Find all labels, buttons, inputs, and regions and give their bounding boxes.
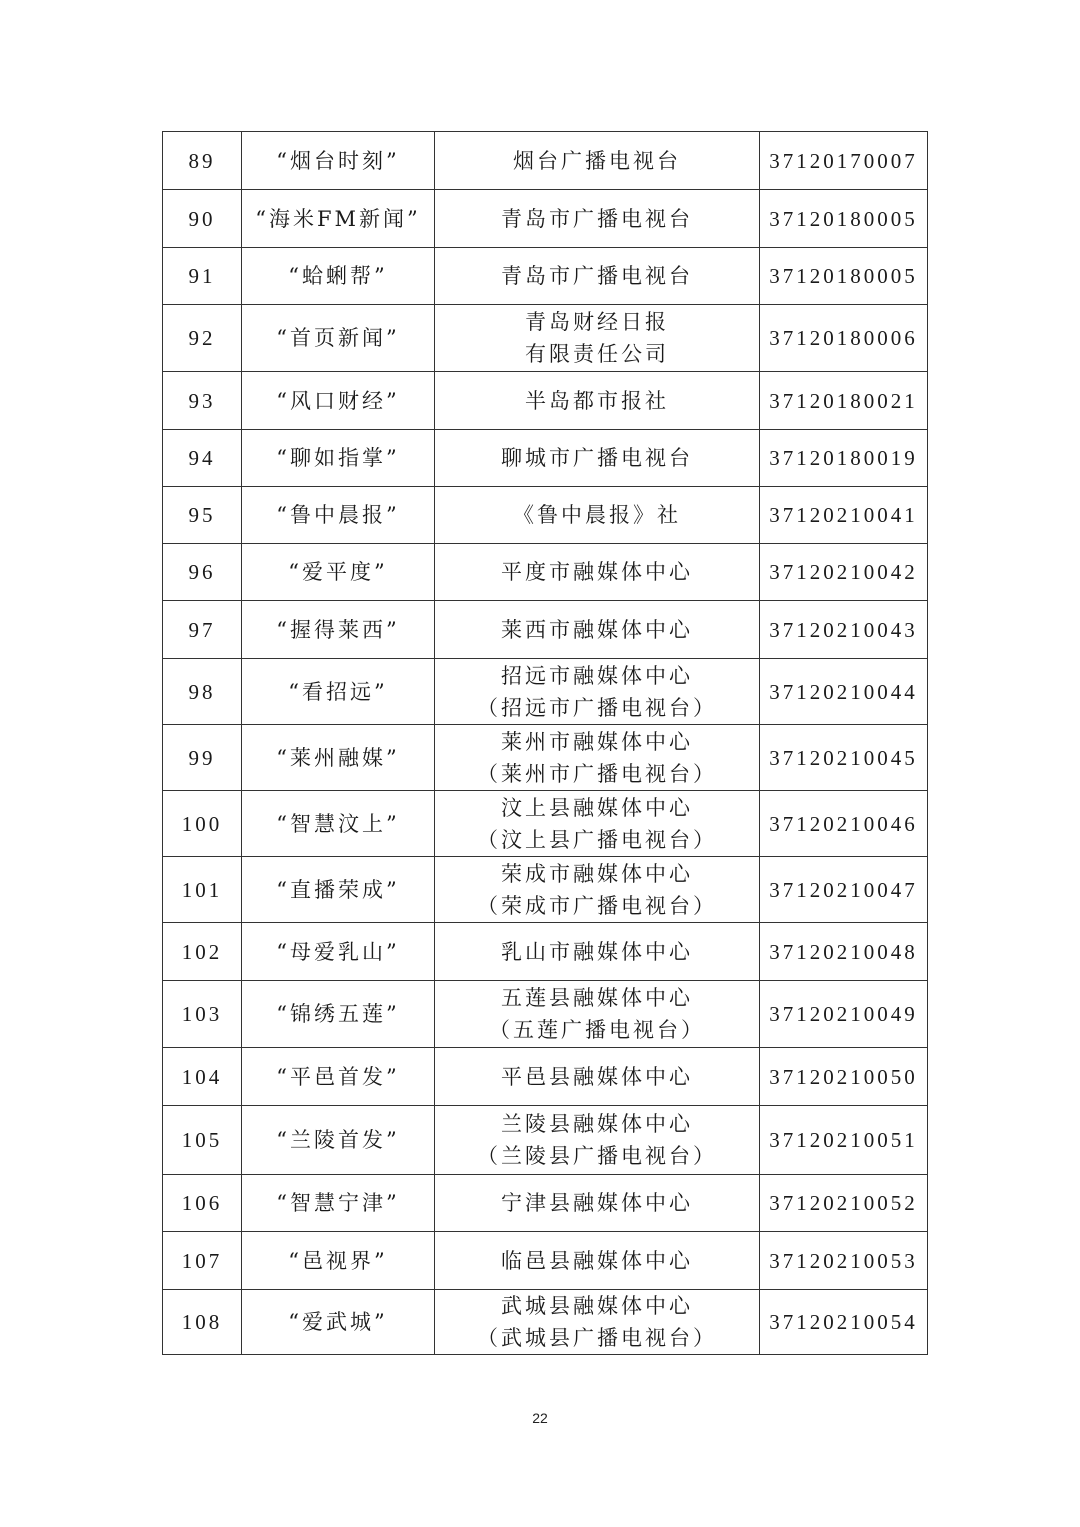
account-name-cell: “邑视界” bbox=[242, 1232, 435, 1290]
row-number-cell: 95 bbox=[163, 487, 242, 544]
organization-line: 招远市融媒体中心 bbox=[501, 663, 693, 688]
organization-cell bbox=[435, 725, 760, 791]
organization-line: 五莲县融媒体中心 bbox=[501, 986, 693, 1010]
table-row bbox=[163, 981, 928, 1048]
license-code-cell: 37120210043 bbox=[760, 601, 928, 659]
organization-cell bbox=[435, 601, 760, 659]
table-row bbox=[163, 190, 928, 248]
organization-cell bbox=[435, 1232, 760, 1290]
license-code-cell: 37120210053 bbox=[760, 1232, 928, 1290]
row-number-cell: 102 bbox=[163, 923, 242, 981]
table-row bbox=[163, 857, 928, 923]
table-body bbox=[163, 132, 928, 1355]
row-number-cell: 101 bbox=[163, 857, 242, 923]
organization-cell bbox=[435, 544, 760, 601]
license-code-cell: 37120180019 bbox=[760, 430, 928, 487]
organization-cell bbox=[435, 305, 760, 372]
row-number-cell: 106 bbox=[163, 1175, 242, 1232]
organization-line: 平度市融媒体中心 bbox=[501, 560, 693, 584]
table-row bbox=[163, 544, 928, 601]
row-number-cell: 96 bbox=[163, 544, 242, 601]
table-row bbox=[163, 725, 928, 791]
license-code-cell: 37120210044 bbox=[760, 659, 928, 725]
table-row bbox=[163, 659, 928, 725]
organization-line: 《鲁中晨报》社 bbox=[513, 503, 681, 527]
table-row bbox=[163, 1290, 928, 1355]
table-row bbox=[163, 1106, 928, 1175]
organization-line: 聊城市广播电视台 bbox=[501, 446, 693, 470]
organization-line: 青岛市广播电视台 bbox=[501, 206, 693, 231]
organization-cell bbox=[435, 659, 760, 725]
account-name-cell: “智慧汶上” bbox=[242, 791, 435, 857]
organization-cell bbox=[435, 190, 760, 248]
table-row bbox=[163, 601, 928, 659]
organization-line: 平邑县融媒体中心 bbox=[501, 1064, 693, 1089]
organization-line: 兰陵县融媒体中心 bbox=[501, 1112, 693, 1136]
license-code-cell: 37120210050 bbox=[760, 1048, 928, 1106]
table-row bbox=[163, 487, 928, 544]
organization-line: 青岛财经日报 bbox=[525, 310, 669, 334]
row-number-cell: 97 bbox=[163, 601, 242, 659]
organization-line: （汶上县广播电视台） bbox=[477, 827, 717, 852]
account-name-cell: “锦绣五莲” bbox=[242, 981, 435, 1048]
row-number-cell: 104 bbox=[163, 1048, 242, 1106]
license-code-cell: 37120210045 bbox=[760, 725, 928, 791]
row-number-cell: 91 bbox=[163, 248, 242, 305]
row-number-cell: 89 bbox=[163, 132, 242, 190]
table-row bbox=[163, 791, 928, 857]
organization-cell bbox=[435, 1290, 760, 1355]
license-code-cell: 37120210046 bbox=[760, 791, 928, 857]
account-name-cell: “海米FM新闻” bbox=[242, 190, 435, 248]
organization-line: 荣成市融媒体中心 bbox=[501, 861, 693, 886]
account-name-cell: “烟台时刻” bbox=[242, 132, 435, 190]
row-number-cell: 94 bbox=[163, 430, 242, 487]
license-table bbox=[162, 131, 928, 1355]
organization-line: （五莲广播电视台） bbox=[489, 1018, 705, 1042]
row-number-cell: 93 bbox=[163, 372, 242, 430]
license-code-cell: 37120210041 bbox=[760, 487, 928, 544]
row-number-cell: 98 bbox=[163, 659, 242, 725]
organization-cell bbox=[435, 1048, 760, 1106]
organization-line: 莱西市融媒体中心 bbox=[501, 617, 693, 642]
account-name-cell: “风口财经” bbox=[242, 372, 435, 430]
organization-line: 汶上县融媒体中心 bbox=[501, 795, 693, 820]
account-name-cell: “直播荣成” bbox=[242, 857, 435, 923]
account-name-cell: “爱平度” bbox=[242, 544, 435, 601]
license-code-cell: 37120180005 bbox=[760, 248, 928, 305]
organization-line: 青岛市广播电视台 bbox=[501, 264, 693, 288]
organization-cell bbox=[435, 857, 760, 923]
organization-cell bbox=[435, 372, 760, 430]
license-code-cell: 37120180006 bbox=[760, 305, 928, 372]
organization-cell bbox=[435, 132, 760, 190]
account-name-cell: “看招远” bbox=[242, 659, 435, 725]
table-row bbox=[163, 1232, 928, 1290]
organization-cell bbox=[435, 248, 760, 305]
account-name-cell: “首页新闻” bbox=[242, 305, 435, 372]
table-row bbox=[163, 132, 928, 190]
license-code-cell: 37120210052 bbox=[760, 1175, 928, 1232]
row-number-cell: 105 bbox=[163, 1106, 242, 1175]
organization-line: 宁津县融媒体中心 bbox=[501, 1191, 693, 1215]
page-number: 22 bbox=[532, 1410, 548, 1426]
row-number-cell: 99 bbox=[163, 725, 242, 791]
organization-line: 乳山市融媒体中心 bbox=[501, 939, 693, 964]
organization-line: 半岛都市报社 bbox=[525, 388, 669, 413]
license-code-cell: 37120180005 bbox=[760, 190, 928, 248]
organization-line: 有限责任公司 bbox=[525, 342, 669, 366]
organization-cell bbox=[435, 430, 760, 487]
row-number-cell: 100 bbox=[163, 791, 242, 857]
organization-line: （莱州市广播电视台） bbox=[477, 761, 717, 786]
license-code-cell: 37120210047 bbox=[760, 857, 928, 923]
table-row bbox=[163, 1048, 928, 1106]
organization-cell bbox=[435, 487, 760, 544]
row-number-cell: 90 bbox=[163, 190, 242, 248]
license-code-cell: 37120180021 bbox=[760, 372, 928, 430]
account-name-cell: “母爱乳山” bbox=[242, 923, 435, 981]
account-name-cell: “平邑首发” bbox=[242, 1048, 435, 1106]
account-name-cell: “握得莱西” bbox=[242, 601, 435, 659]
organization-line: （荣成市广播电视台） bbox=[477, 893, 717, 918]
table-row bbox=[163, 305, 928, 372]
organization-line: 莱州市融媒体中心 bbox=[501, 729, 693, 754]
license-code-cell: 37120210051 bbox=[760, 1106, 928, 1175]
account-name-cell: “智慧宁津” bbox=[242, 1175, 435, 1232]
table-row bbox=[163, 923, 928, 981]
row-number-cell: 92 bbox=[163, 305, 242, 372]
account-name-cell: “兰陵首发” bbox=[242, 1106, 435, 1175]
organization-cell bbox=[435, 1175, 760, 1232]
table-row bbox=[163, 248, 928, 305]
license-code-cell: 37120170007 bbox=[760, 132, 928, 190]
account-name-cell: “莱州融媒” bbox=[242, 725, 435, 791]
organization-line: 武城县融媒体中心 bbox=[501, 1294, 693, 1318]
license-code-cell: 37120210042 bbox=[760, 544, 928, 601]
row-number-cell: 108 bbox=[163, 1290, 242, 1355]
table-row bbox=[163, 372, 928, 430]
license-code-cell: 37120210049 bbox=[760, 981, 928, 1048]
account-name-cell: “爱武城” bbox=[242, 1290, 435, 1355]
table-row bbox=[163, 430, 928, 487]
organization-line: 临邑县融媒体中心 bbox=[501, 1248, 693, 1273]
organization-cell bbox=[435, 791, 760, 857]
table-row bbox=[163, 1175, 928, 1232]
license-code-cell: 37120210048 bbox=[760, 923, 928, 981]
license-code-cell: 37120210054 bbox=[760, 1290, 928, 1355]
organization-cell bbox=[435, 1106, 760, 1175]
organization-line: 烟台广播电视台 bbox=[513, 148, 681, 173]
account-name-cell: “蛤蜊帮” bbox=[242, 248, 435, 305]
row-number-cell: 103 bbox=[163, 981, 242, 1048]
organization-line: （兰陵县广播电视台） bbox=[477, 1144, 717, 1168]
organization-line: （武城县广播电视台） bbox=[477, 1326, 717, 1350]
organization-cell bbox=[435, 981, 760, 1048]
organization-line: （招远市广播电视台） bbox=[477, 695, 717, 720]
row-number-cell: 107 bbox=[163, 1232, 242, 1290]
account-name-cell: “聊如指掌” bbox=[242, 430, 435, 487]
organization-cell bbox=[435, 923, 760, 981]
account-name-cell: “鲁中晨报” bbox=[242, 487, 435, 544]
